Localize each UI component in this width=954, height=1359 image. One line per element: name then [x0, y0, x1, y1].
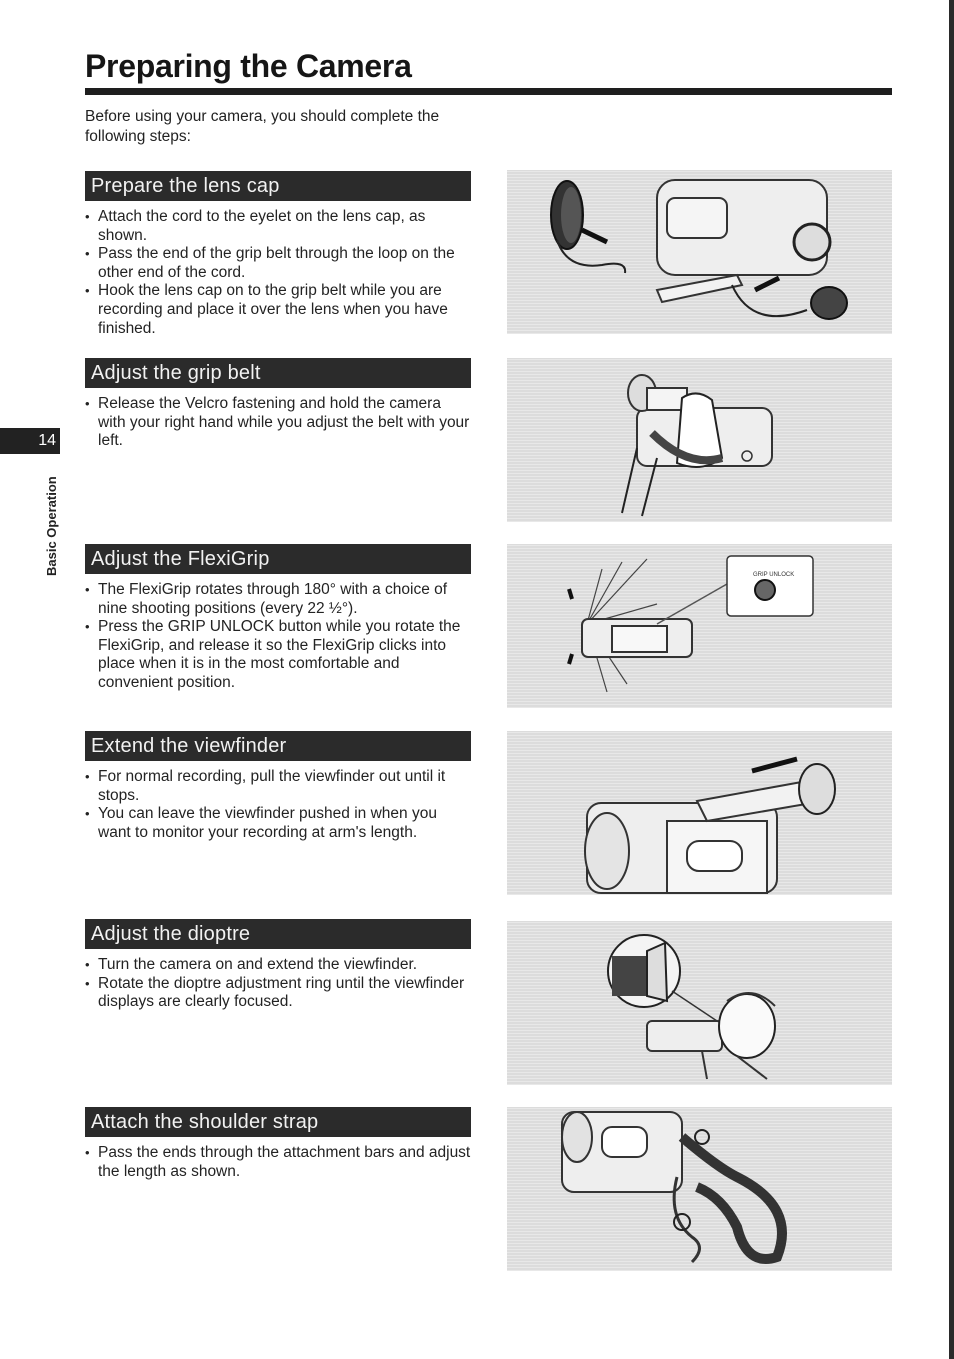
- page-edge-bar: [949, 0, 954, 1359]
- section-grip-belt: [85, 358, 471, 451]
- section-heading: Adjust the grip belt: [85, 358, 471, 388]
- bullet-list: [85, 581, 471, 693]
- section-shoulder-strap: [85, 1107, 471, 1181]
- grip-unlock-label: GRIP UNLOCK: [753, 572, 795, 578]
- grip-belt-drawing: [507, 358, 892, 522]
- bullet-list: [85, 768, 471, 842]
- bullet-item: • The FlexiGrip rotates through 180° with a choice of nine shooting positions (every 22 ½°).: [85, 581, 471, 618]
- flexigrip-drawing: [507, 544, 892, 708]
- bullet-item: • For normal recording, pull the viewfinder out until it stops.: [85, 768, 471, 805]
- illustration-grip-belt: [507, 358, 892, 522]
- bullet-item: • Release the Velcro fastening and hold the camera with your right hand while you adjust the belt with your left.: [85, 395, 471, 451]
- section-viewfinder: [85, 731, 471, 842]
- bullet-item: • Turn the camera on and extend the viewfinder.: [85, 956, 471, 975]
- illustration-dioptre: [507, 921, 892, 1085]
- chapter-side-label: Basic Operation: [44, 476, 59, 576]
- section-heading: Attach the shoulder strap: [85, 1107, 471, 1137]
- viewfinder-drawing: [507, 731, 892, 895]
- illustration-viewfinder: [507, 731, 892, 895]
- section-heading: Prepare the lens cap: [85, 171, 471, 201]
- page-number-tab: 14: [0, 428, 60, 454]
- bullet-list: [85, 1144, 471, 1181]
- title-rule: [85, 88, 892, 95]
- bullet-item: • Rotate the dioptre adjustment ring until the viewfinder displays are clearly focused.: [85, 975, 471, 1012]
- bullet-item: • Pass the end of the grip belt through the loop on the other end of the cord.: [85, 245, 471, 282]
- bullet-list: [85, 208, 471, 338]
- page-title: Preparing the Camera: [85, 48, 412, 84]
- section-lens-cap: [85, 171, 471, 338]
- bullet-item: • Press the GRIP UNLOCK button while you rotate the FlexiGrip, and release it so the FlexiGrip clicks into place when it is in the most comfortable and convenient position.: [85, 618, 471, 692]
- bullet-item: • Pass the ends through the attachment bars and adjust the length as shown.: [85, 1144, 471, 1181]
- section-dioptre: [85, 919, 471, 1012]
- illustration-flexigrip: [507, 544, 892, 708]
- shoulder-strap-drawing: [507, 1107, 892, 1271]
- section-flexigrip: [85, 544, 471, 693]
- bullet-list: [85, 956, 471, 1012]
- bullet-list: [85, 395, 471, 451]
- section-heading: Adjust the FlexiGrip: [85, 544, 471, 574]
- illustration-lens-cap: [507, 170, 892, 334]
- section-heading: Adjust the dioptre: [85, 919, 471, 949]
- lens-cap-drawing: [507, 170, 892, 334]
- illustration-shoulder-strap: [507, 1107, 892, 1271]
- dioptre-drawing: [507, 921, 892, 1085]
- intro-text: Before using your camera, you should complete the following steps:: [85, 108, 440, 145]
- bullet-item: • Attach the cord to the eyelet on the lens cap, as shown.: [85, 208, 471, 245]
- bullet-item: • You can leave the viewfinder pushed in when you want to monitor your recording at arm's length.: [85, 805, 471, 842]
- bullet-item: • Hook the lens cap on to the grip belt while you are recording and place it over the lens when you have finished.: [85, 282, 471, 338]
- section-heading: Extend the viewfinder: [85, 731, 471, 761]
